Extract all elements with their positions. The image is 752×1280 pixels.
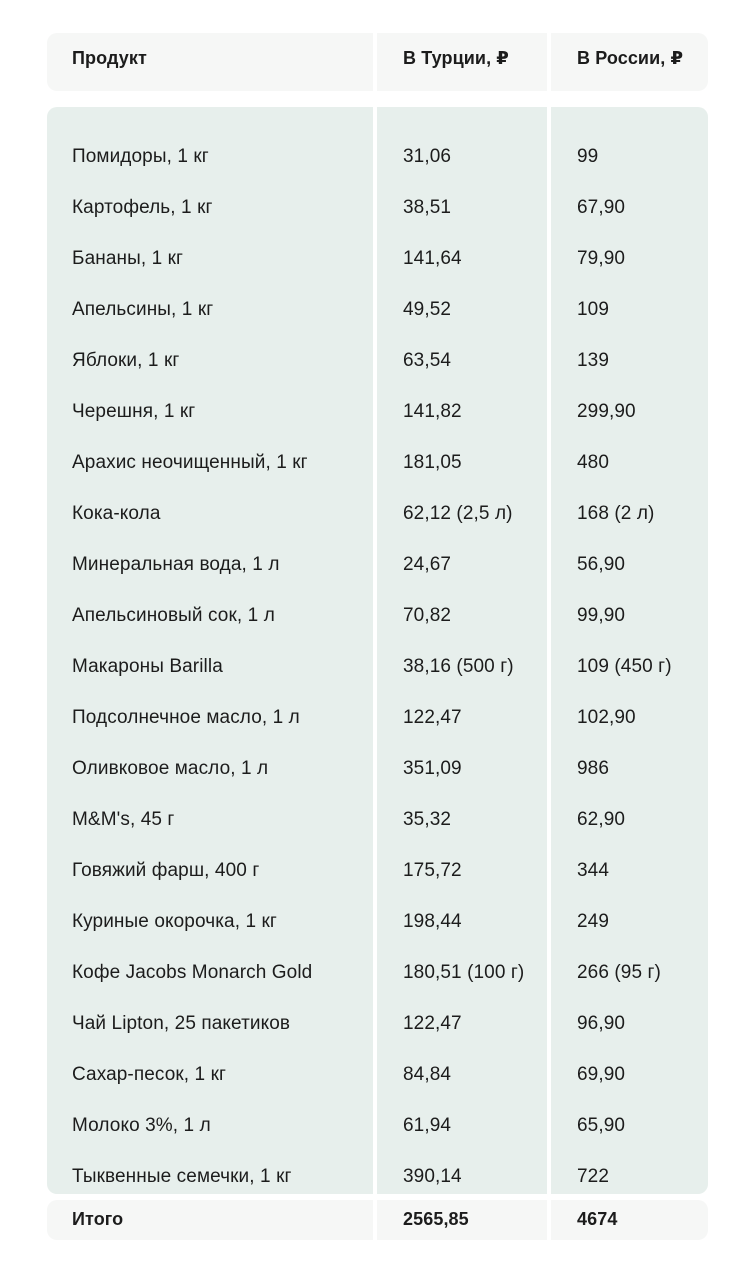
price-russia: 266 (95 г): [577, 962, 661, 983]
price-turkey: 38,51: [403, 197, 452, 218]
total-russia: 4674: [577, 1209, 618, 1229]
table-row: [47, 387, 708, 438]
table-row: [47, 897, 708, 948]
price-turkey: 122,47: [403, 707, 462, 728]
price-turkey: 175,72: [403, 860, 462, 881]
product-name: Картофель, 1 кг: [72, 197, 213, 218]
table-row: [47, 1101, 708, 1152]
table-header: [47, 33, 708, 91]
column-divider: [547, 33, 551, 1241]
table-row: [47, 642, 708, 693]
table-row: [47, 489, 708, 540]
table-row: [47, 540, 708, 591]
table-body: [47, 107, 708, 1194]
table-row: [47, 846, 708, 897]
product-name: Апельсины, 1 кг: [72, 299, 214, 320]
product-name: Апельсиновый сок, 1 л: [72, 605, 275, 626]
price-russia: 102,90: [577, 707, 636, 728]
product-name: Арахис неочищенный, 1 кг: [72, 452, 308, 473]
product-name: Оливковое масло, 1 л: [72, 758, 269, 779]
price-russia: 168 (2 л): [577, 503, 655, 524]
table-row: [47, 744, 708, 795]
product-name: Помидоры, 1 кг: [72, 146, 209, 167]
table-row: [47, 438, 708, 489]
price-turkey: 180,51 (100 г): [403, 962, 525, 983]
column-divider: [373, 33, 377, 1241]
price-turkey: 181,05: [403, 452, 462, 473]
price-turkey: 390,14: [403, 1166, 462, 1187]
price-russia: 99,90: [577, 605, 626, 626]
price-russia: 79,90: [577, 248, 626, 269]
price-turkey: 35,32: [403, 809, 452, 830]
product-name: Яблоки, 1 кг: [72, 350, 180, 371]
price-turkey: 63,54: [403, 350, 452, 371]
table-row: [47, 1152, 708, 1203]
table-row: [47, 1050, 708, 1101]
product-name: Говяжий фарш, 400 г: [72, 860, 260, 881]
price-turkey: 122,47: [403, 1013, 462, 1034]
product-name: Сахар-песок, 1 кг: [72, 1064, 227, 1085]
price-russia: 480: [577, 452, 610, 473]
table-row: [47, 948, 708, 999]
product-name: Чай Lipton, 25 пакетиков: [72, 1013, 291, 1034]
price-russia: 69,90: [577, 1064, 626, 1085]
product-name: Куриные окорочка, 1 кг: [72, 911, 277, 932]
table-row: [47, 234, 708, 285]
product-name: Макароны Barilla: [72, 656, 223, 677]
price-turkey: 141,64: [403, 248, 462, 269]
price-russia: 986: [577, 758, 610, 779]
price-russia: 99: [577, 146, 599, 167]
table-row: [47, 132, 708, 183]
product-name: Кофе Jacobs Monarch Gold: [72, 962, 313, 983]
table-row: [47, 285, 708, 336]
product-name: Молоко 3%, 1 л: [72, 1115, 211, 1136]
price-russia: 67,90: [577, 197, 626, 218]
table-row: [47, 183, 708, 234]
price-comparison-table: [47, 33, 708, 1229]
table-row: [47, 999, 708, 1050]
price-turkey: 38,16 (500 г): [403, 656, 514, 677]
table-row: [47, 336, 708, 387]
table-row: [47, 693, 708, 744]
price-turkey: 61,94: [403, 1115, 452, 1136]
price-turkey: 70,82: [403, 605, 452, 626]
price-russia: 62,90: [577, 809, 626, 830]
price-turkey: 198,44: [403, 911, 462, 932]
product-name: Бананы, 1 кг: [72, 248, 184, 269]
price-russia: 299,90: [577, 401, 636, 422]
price-russia: 139: [577, 350, 610, 371]
price-russia: 65,90: [577, 1115, 626, 1136]
price-turkey: 84,84: [403, 1064, 452, 1085]
product-name: Минеральная вода, 1 л: [72, 554, 280, 575]
price-russia: 722: [577, 1166, 610, 1187]
product-name: Тыквенные семечки, 1 кг: [72, 1166, 292, 1187]
product-name: Подсолнечное масло, 1 л: [72, 707, 300, 728]
price-turkey: 49,52: [403, 299, 452, 320]
price-russia: 109 (450 г): [577, 656, 672, 677]
price-russia: 56,90: [577, 554, 626, 575]
total-turkey: 2565,85: [403, 1209, 469, 1229]
table-row: [47, 591, 708, 642]
price-turkey: 351,09: [403, 758, 462, 779]
header-turkey: В Турции, ₽: [403, 48, 509, 68]
price-russia: 249: [577, 911, 610, 932]
price-russia: 344: [577, 860, 610, 881]
price-turkey: 62,12 (2,5 л): [403, 503, 513, 524]
total-label: Итого: [72, 1209, 124, 1229]
product-name: Кока-кола: [72, 503, 161, 524]
header-russia: В России, ₽: [577, 48, 684, 68]
product-name: Черешня, 1 кг: [72, 401, 196, 422]
price-russia: 96,90: [577, 1013, 626, 1034]
table-total-row: [47, 1200, 708, 1240]
price-turkey: 141,82: [403, 401, 462, 422]
price-turkey: 24,67: [403, 554, 452, 575]
product-name: M&M's, 45 г: [72, 809, 175, 830]
table-row: [47, 795, 708, 846]
price-russia: 109: [577, 299, 610, 320]
header-product: Продукт: [72, 48, 147, 68]
price-turkey: 31,06: [403, 146, 452, 167]
